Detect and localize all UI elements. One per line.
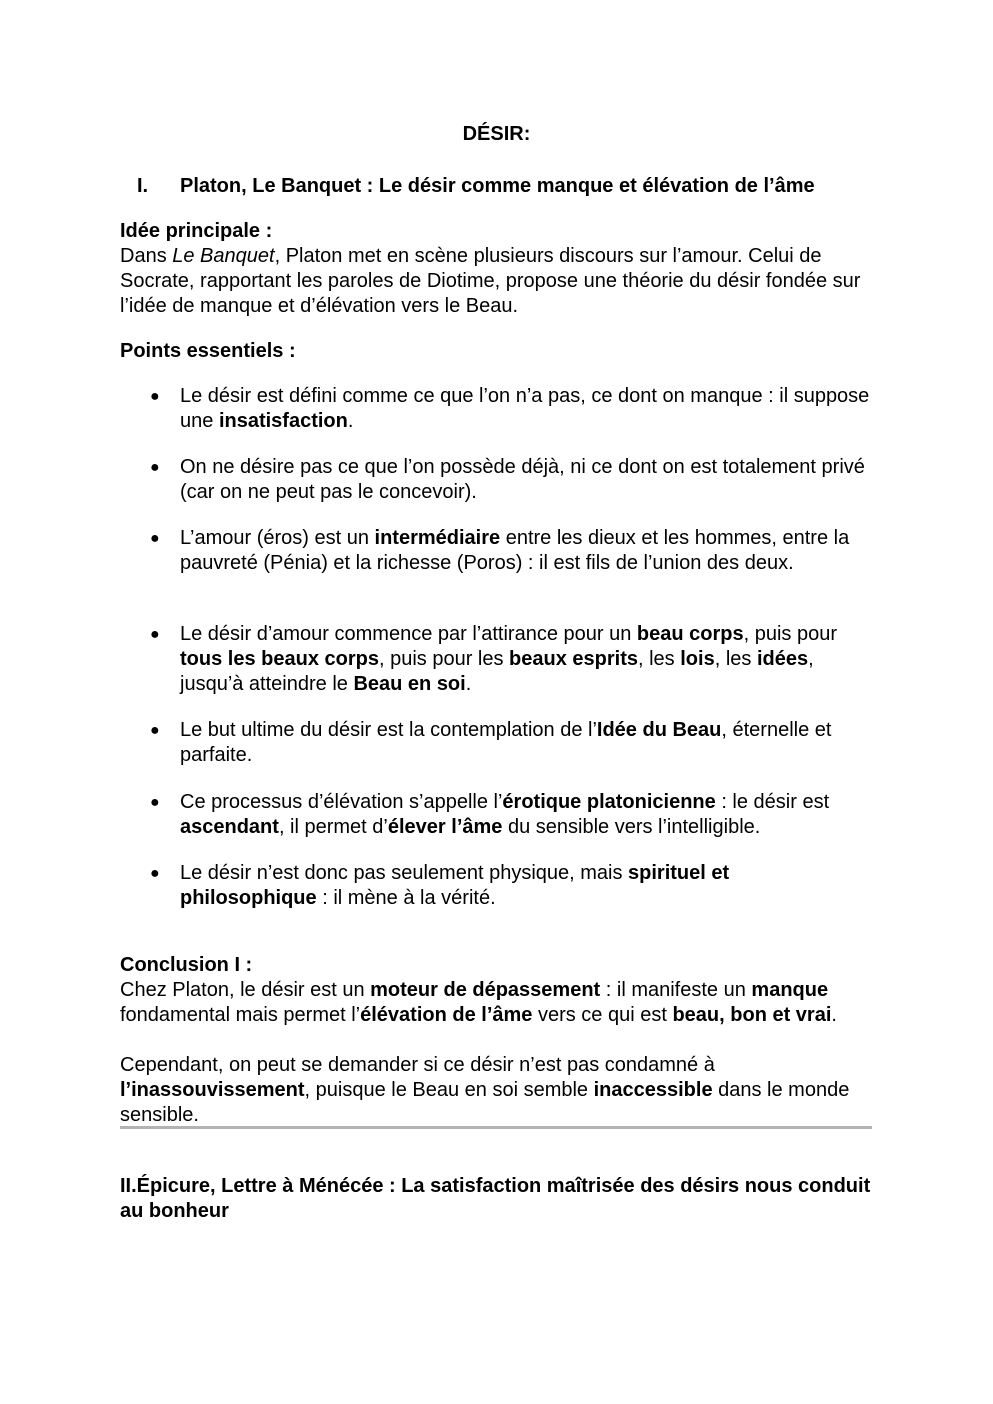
conclusion-paragraph-2: Cependant, on peut se demander si ce désir n’est pas condamné à l’inassouvissement, puisque le Beau en soi semble inaccessible dans le monde sensible.: [120, 1054, 850, 1126]
section-heading: Platon, Le Banquet : Le désir comme manque et élévation de l’âme: [180, 175, 815, 197]
list-item-text: On ne désire pas ce que l’on possède déjà, ni ce dont on est totalement privé (car on ne peut pas le concevoir).: [180, 456, 865, 503]
conclusion-label: Conclusion I :: [120, 954, 253, 976]
list-item-text: Ce processus d’élévation s’appelle l’érotique platonicienne : le désir est ascendant, il permet d’élever l’âme du sensible vers l’intelligible.: [180, 791, 830, 838]
section-number: I.: [137, 175, 149, 197]
list-item-text: L’amour (éros) est un intermédiaire entre les dieux et les hommes, entre la pauvreté (Pénia) et la richesse (Poros) : il est fils de l’union des deux.: [180, 527, 850, 574]
bullet-icon: ●: [150, 459, 160, 476]
bullet-icon: ●: [150, 388, 160, 405]
points-essentiels-label: Points essentiels :: [120, 340, 296, 362]
horizontal-divider: [120, 1126, 872, 1129]
list-item-text: Le désir est défini comme ce que l’on n’a pas, ce dont on manque : il suppose une insatisfaction.: [180, 385, 870, 432]
bullet-icon: ●: [150, 530, 160, 547]
bullet-icon: ●: [150, 626, 160, 643]
conclusion-paragraph-1: Chez Platon, le désir est un moteur de dépassement : il manifeste un manque fondamental mais permet l’élévation de l’âme vers ce qui est beau, bon et vrai.: [120, 979, 837, 1026]
idee-principale-paragraph: Dans Le Banquet, Platon met en scène plusieurs discours sur l’amour. Celui de Socrate, rapportant les paroles de Diotime, propose une théorie du désir fondée sur l’idée de manque et d’élévation vers le Beau.: [120, 245, 861, 317]
idee-principale-label: Idée principale :: [120, 220, 273, 242]
list-item-text: Le désir d’amour commence par l’attirance pour un beau corps, puis pour tous les beaux corps, puis pour les beaux esprits, les lois, les idées, jusqu’à atteindre le Beau en soi.: [180, 623, 837, 695]
list-item-text: Le désir n’est donc pas seulement physique, mais spirituel et philosophique : il mène à la vérité.: [180, 862, 730, 909]
page-title: DÉSIR:: [462, 123, 531, 145]
section-2-heading: II.Épicure, Lettre à Ménécée : La satisfaction maîtrisée des désirs nous conduit au bonheur: [120, 1175, 871, 1222]
bullet-icon: ●: [150, 722, 160, 739]
bullet-icon: ●: [150, 865, 160, 882]
list-item-text: Le but ultime du désir est la contemplation de l’Idée du Beau, éternelle et parfaite.: [180, 719, 832, 766]
bullet-icon: ●: [150, 794, 160, 811]
